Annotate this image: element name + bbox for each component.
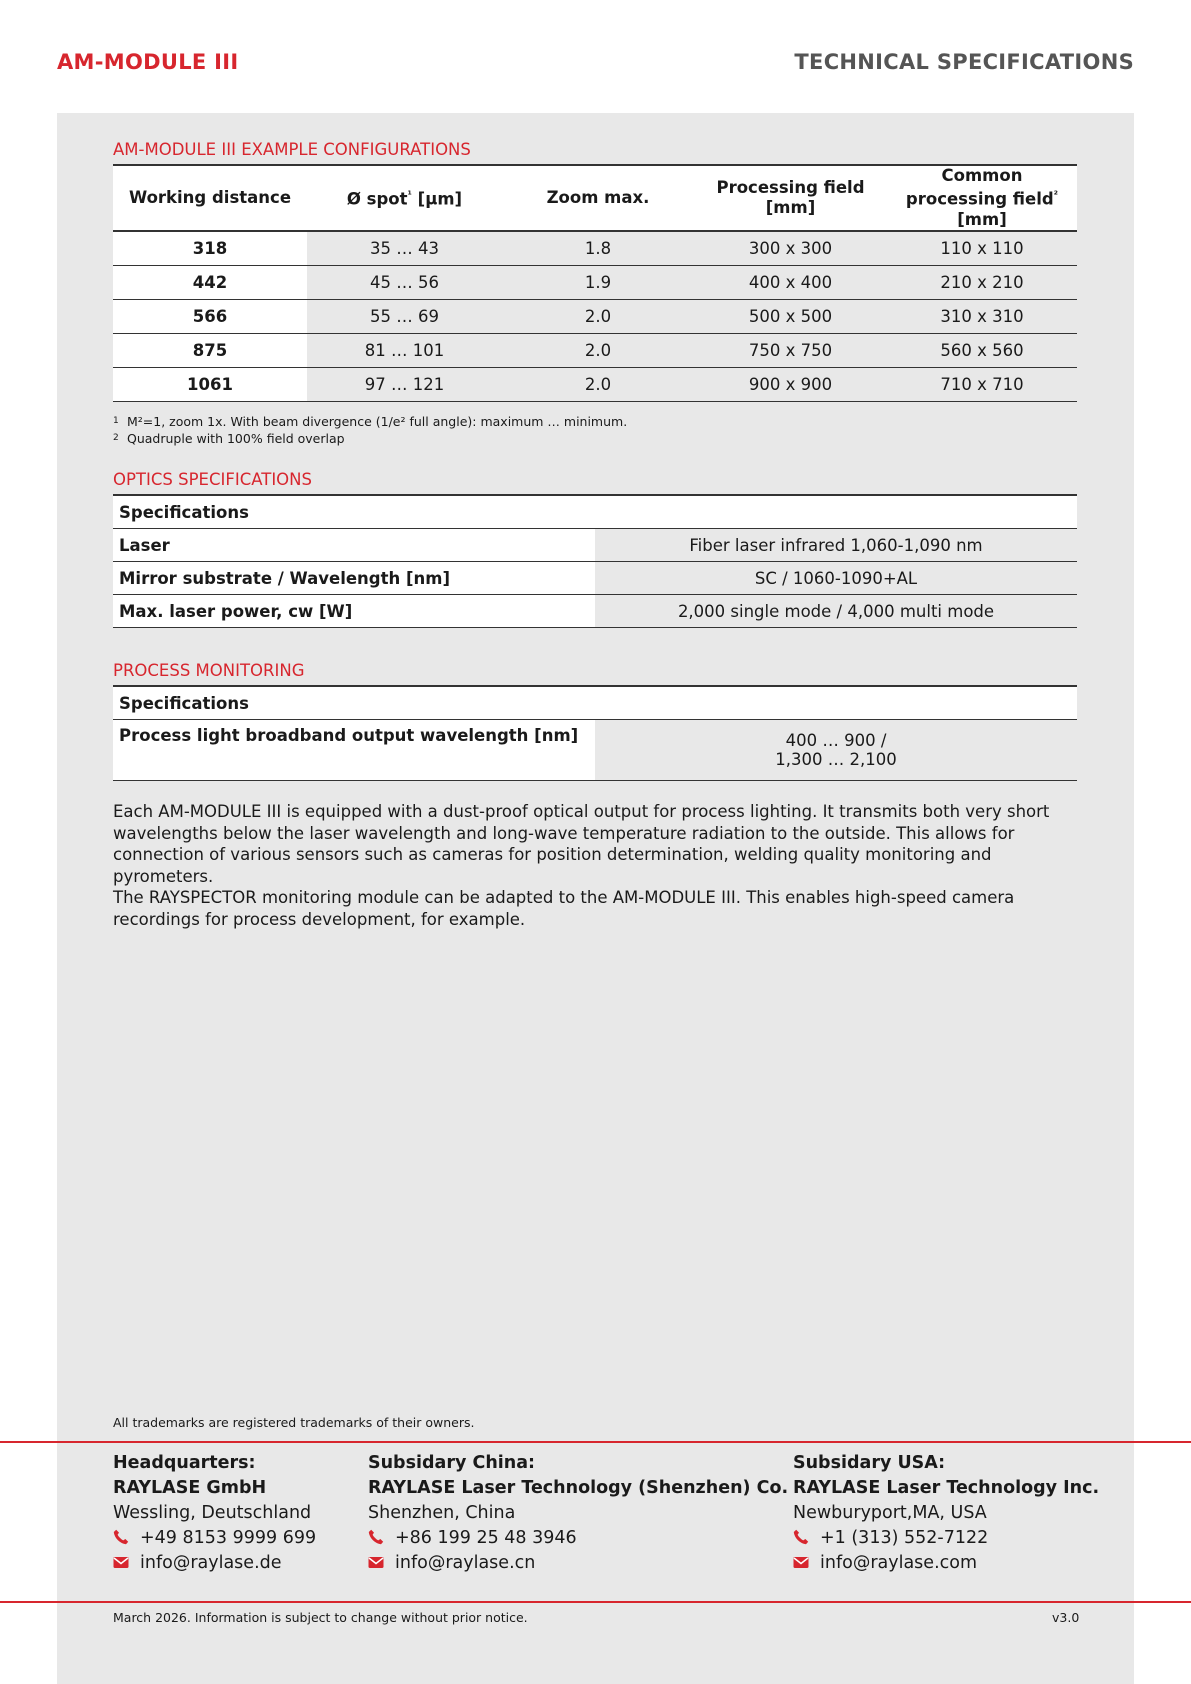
description-paragraph: The RAYSPECTOR monitoring module can be adapted to the AM-MODULE III. This enables high-speed camera recordings for process development, for example. — [113, 888, 1015, 929]
column-header: Ø spot$^{^1}$ [µm] — [307, 165, 502, 231]
table-cell: 2.0 — [502, 299, 694, 333]
phone-number[interactable]: +1 (313) 552-7122 — [820, 1528, 989, 1548]
table-cell: 1.8 — [502, 231, 694, 266]
table-cell: 1061 — [113, 367, 307, 401]
table-cell: 45 … 56 — [307, 265, 502, 299]
table-row — [113, 367, 1077, 401]
table-cell: 560 x 560 — [887, 333, 1077, 367]
table-header-row — [113, 686, 1077, 720]
spec-label: Laser — [113, 529, 595, 562]
optics-table — [113, 494, 1077, 628]
table-cell: 300 x 300 — [694, 231, 887, 266]
table-row — [113, 595, 1077, 628]
footnotes — [113, 413, 1077, 447]
envelope-icon — [793, 1554, 809, 1570]
spec-value: Fiber laser infrared 1,060-1,090 nm — [595, 529, 1077, 562]
phone-icon — [793, 1529, 809, 1545]
monitoring-table — [113, 685, 1077, 781]
table-cell: 500 x 500 — [694, 299, 887, 333]
column-header: Common processing field$^{^2}$ [mm] — [887, 165, 1077, 231]
table-row — [113, 231, 1077, 266]
table-row — [113, 562, 1077, 595]
table-cell: 710 x 710 — [887, 367, 1077, 401]
phone-icon — [368, 1529, 384, 1545]
envelope-icon — [113, 1554, 129, 1570]
table-cell: 875 — [113, 333, 307, 367]
spec-value: 400 … 900 / 1,300 … 2,100 — [595, 720, 1077, 781]
version-label: v3.0 — [1052, 1610, 1080, 1625]
table-cell: 110 x 110 — [887, 231, 1077, 266]
column-header: Working distance — [113, 165, 307, 231]
table-cell: 210 x 210 — [887, 265, 1077, 299]
table-cell: 900 x 900 — [694, 367, 887, 401]
monitoring-title: PROCESS MONITORING — [113, 661, 305, 680]
column-header: Processing field [mm] — [694, 165, 887, 231]
optics-title: OPTICS SPECIFICATIONS — [113, 470, 312, 489]
spec-label: Mirror substrate / Wavelength [nm] — [113, 562, 595, 595]
spec-label: Process light broadband output wavelength [nm] — [113, 720, 595, 781]
table-cell: 400 x 400 — [694, 265, 887, 299]
table-row — [113, 299, 1077, 333]
spec-value: 2,000 single mode / 4,000 multi mode — [595, 595, 1077, 628]
table-row — [113, 333, 1077, 367]
footnote: 1 M²=1, zoom 1x. With beam divergence (1/e² full angle): maximum … minimum. — [113, 413, 628, 429]
divider — [0, 1601, 1191, 1603]
table-cell: 2.0 — [502, 367, 694, 401]
table-cell: 55 … 69 — [307, 299, 502, 333]
email-link[interactable]: info@raylase.de — [140, 1553, 282, 1573]
phone-number[interactable]: +49 8153 9999 699 — [140, 1528, 317, 1548]
table-header-row — [113, 165, 1077, 231]
table-header: Specifications — [113, 495, 595, 529]
table-row — [113, 265, 1077, 299]
contact-headquarters: Headquarters: RAYLASE GmbH Wessling, Deutschland +49 8153 9999 699 info@raylase.de — [113, 1453, 317, 1573]
email-link[interactable]: info@raylase.com — [820, 1553, 978, 1573]
description-paragraph: Each AM-MODULE III is equipped with a dust-proof optical output for process lighting. It transmits both very short wavelengths below the laser wavelength and long-wave temperature radiation to the outside. This allows for connection of various sensors such as cameras for position determination, welding quality monitoring and pyrometers. — [113, 802, 1050, 886]
configurations-table — [113, 164, 1077, 402]
table-cell: 2.0 — [502, 333, 694, 367]
table-row — [113, 720, 1077, 781]
phone-icon — [113, 1529, 129, 1545]
spec-value: SC / 1060-1090+AL — [595, 562, 1077, 595]
divider — [0, 1441, 1191, 1443]
table-row — [113, 529, 1077, 562]
table-cell — [595, 686, 1077, 720]
column-header: Zoom max. — [502, 165, 694, 231]
footnote: 2 Quadruple with 100% field overlap — [113, 430, 345, 446]
configurations-title: AM-MODULE III EXAMPLE CONFIGURATIONS — [113, 140, 471, 159]
table-cell: 318 — [113, 231, 307, 266]
trademark-notice: All trademarks are registered trademarks of their owners. — [113, 1415, 475, 1430]
contact-china: Subsidary China: RAYLASE Laser Technology (Shenzhen) Co. Shenzhen, China +86 199 25 48 3946 info@raylase.cn — [368, 1453, 789, 1573]
table-cell: 81 … 101 — [307, 333, 502, 367]
contact-usa: Subsidary USA: RAYLASE Laser Technology Inc. Newburyport,MA, USA +1 (313) 552-7122 info@raylase.com — [793, 1453, 1100, 1573]
email-link[interactable]: info@raylase.cn — [395, 1553, 536, 1573]
spec-label: Max. laser power, cw [W] — [113, 595, 595, 628]
table-cell: 566 — [113, 299, 307, 333]
table-cell: 1.9 — [502, 265, 694, 299]
table-cell: 310 x 310 — [887, 299, 1077, 333]
table-header: Specifications — [113, 686, 595, 720]
optics-section — [113, 470, 1077, 628]
phone-number[interactable]: +86 199 25 48 3946 — [395, 1528, 577, 1548]
footer-notice: March 2026. Information is subject to change without prior notice. — [113, 1610, 528, 1625]
table-cell — [595, 495, 1077, 529]
table-header-row — [113, 495, 1077, 529]
configurations-section — [113, 140, 1077, 447]
envelope-icon — [368, 1554, 384, 1570]
document-section-title: TECHNICAL SPECIFICATIONS — [794, 50, 1134, 74]
table-cell: 97 … 121 — [307, 367, 502, 401]
table-cell: 35 … 43 — [307, 231, 502, 266]
monitoring-section — [113, 661, 1077, 930]
document-title: AM-MODULE III — [57, 50, 239, 74]
table-cell: 442 — [113, 265, 307, 299]
table-cell: 750 x 750 — [694, 333, 887, 367]
